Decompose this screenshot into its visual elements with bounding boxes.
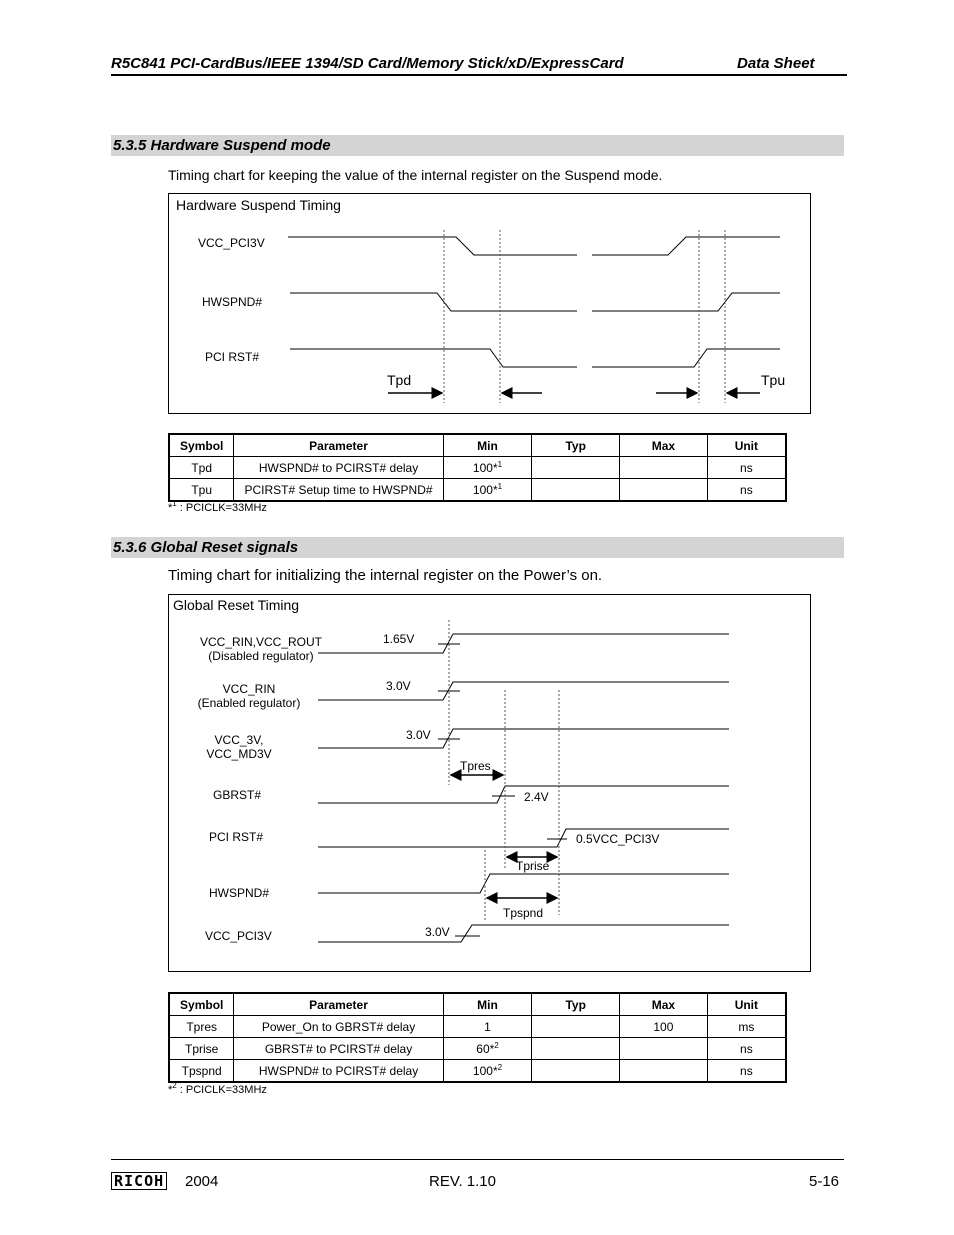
cell-unit: ns	[707, 1038, 786, 1060]
hardware-suspend-intro: Timing chart for keeping the value of the internal register on the Suspend mode.	[168, 167, 663, 183]
cell-min: 60*$^2$	[443, 1038, 532, 1060]
tpu-label: Tpu	[761, 372, 786, 388]
table-row	[169, 1060, 786, 1083]
document-title: R5C841 PCI-CardBus/IEEE 1394/SD Card/Memory Stick/xD/ExpressCard	[111, 55, 624, 72]
col-min: Min	[443, 993, 532, 1016]
global-reset-table	[168, 992, 787, 1083]
section-heading-hardware-suspend: 5.3.5 Hardware Suspend mode	[111, 135, 844, 156]
col-parameter: Parameter	[234, 434, 443, 457]
level-3-0v-rin: 3.0V	[386, 679, 411, 693]
table-footnote-2: *$^2$ : PCICLK=33MHz	[168, 1081, 267, 1096]
col-max: Max	[620, 993, 708, 1016]
level-3-0v-pci3v: 3.0V	[425, 925, 450, 939]
document-type: Data Sheet	[737, 55, 815, 72]
chart-title: Global Reset Timing	[173, 597, 300, 613]
level-0-5vcc: 0.5VCC_PCI3V	[576, 832, 660, 846]
signal-label-pcirst: PCI RST#	[205, 350, 260, 364]
cell-parameter: PCIRST# Setup time to HWSPND#	[234, 479, 443, 502]
cell-symbol: Tpd	[169, 457, 234, 479]
cell-max: 100	[620, 1016, 708, 1038]
col-symbol: Symbol	[169, 993, 234, 1016]
footer-year: 2004	[185, 1173, 219, 1190]
cell-typ	[532, 1016, 620, 1038]
cell-parameter: HWSPND# to PCIRST# delay	[234, 1060, 443, 1083]
cell-typ	[532, 1038, 620, 1060]
col-unit: Unit	[707, 434, 786, 457]
cell-min: 1	[443, 1016, 532, 1038]
cell-max	[620, 1060, 708, 1083]
ricoh-logo: RICOH	[111, 1172, 167, 1190]
cell-parameter: GBRST# to PCIRST# delay	[234, 1038, 443, 1060]
tprise-label: Tprise	[516, 859, 550, 873]
level-2-4v: 2.4V	[524, 790, 549, 804]
col-unit: Unit	[707, 993, 786, 1016]
cell-min: 100*$^1$	[443, 479, 532, 502]
chart-title: Hardware Suspend Timing	[176, 197, 341, 213]
page-number: 5-16	[809, 1173, 840, 1190]
global-reset-intro: Timing chart for initializing the internal register on the Power’s on.	[168, 567, 603, 584]
footer-revision: REV. 1.10	[429, 1173, 496, 1190]
waveform-vcc-rin-rout	[318, 634, 729, 653]
waveform-gbrst	[318, 786, 729, 803]
signal-label-vcc-pci3v: VCC_PCI3V	[198, 236, 265, 250]
cell-symbol: Tpu	[169, 479, 234, 502]
cell-symbol: Tpres	[169, 1016, 234, 1038]
col-typ: Typ	[532, 993, 620, 1016]
table-row	[169, 1016, 786, 1038]
table-header-row	[169, 993, 786, 1016]
signal-label-vcc-rin: VCC_RIN (Enabled regulator)	[197, 682, 301, 710]
col-symbol: Symbol	[169, 434, 234, 457]
waveform-vcc-3v	[318, 729, 729, 748]
cell-unit: ns	[707, 1060, 786, 1083]
cell-unit: ns	[707, 479, 786, 502]
cell-unit: ms	[707, 1016, 786, 1038]
signal-label-gbrst: GBRST#	[213, 788, 262, 802]
signal-label-vcc-pci3v: VCC_PCI3V	[205, 929, 272, 943]
waveform-pcirst	[318, 829, 729, 847]
cell-parameter: Power_On to GBRST# delay	[234, 1016, 443, 1038]
cell-min: 100*$^1$	[443, 457, 532, 479]
waveform-hwspnd	[318, 874, 729, 893]
signal-label-pcirst: PCI RST#	[209, 830, 264, 844]
signal-label-vcc-rin-rout: VCC_RIN,VCC_ROUT (Disabled regulator)	[199, 635, 322, 663]
level-3-0v-3v: 3.0V	[406, 728, 431, 742]
col-parameter: Parameter	[234, 993, 443, 1016]
cell-symbol: Tprise	[169, 1038, 234, 1060]
table-row	[169, 1038, 786, 1060]
signal-label-hwspnd: HWSPND#	[202, 295, 263, 309]
waveform-vcc-pci3v	[318, 925, 729, 942]
col-typ: Typ	[532, 434, 620, 457]
cell-parameter: HWSPND# to PCIRST# delay	[234, 457, 443, 479]
signal-label-vcc-3v: VCC_3V, VCC_MD3V	[206, 733, 272, 761]
col-max: Max	[620, 434, 708, 457]
cell-unit: ns	[707, 457, 786, 479]
cell-min: 100*$^2$	[443, 1060, 532, 1083]
cell-max	[620, 1038, 708, 1060]
waveform-vcc-rin	[318, 682, 729, 700]
signal-label-hwspnd: HWSPND#	[209, 886, 270, 900]
tpres-label: Tpres	[460, 759, 491, 773]
tpd-label: Tpd	[387, 372, 412, 388]
footer-rule	[111, 1159, 844, 1160]
table-footnote-1: *$^1$ : PCICLK=33MHz	[168, 499, 267, 514]
col-min: Min	[443, 434, 532, 457]
tpspnd-label: Tpspnd	[503, 906, 544, 920]
cell-symbol: Tpspnd	[169, 1060, 234, 1083]
cell-typ	[532, 1060, 620, 1083]
level-1-65v: 1.65V	[383, 632, 415, 646]
section-heading-global-reset: 5.3.6 Global Reset signals	[111, 537, 844, 558]
